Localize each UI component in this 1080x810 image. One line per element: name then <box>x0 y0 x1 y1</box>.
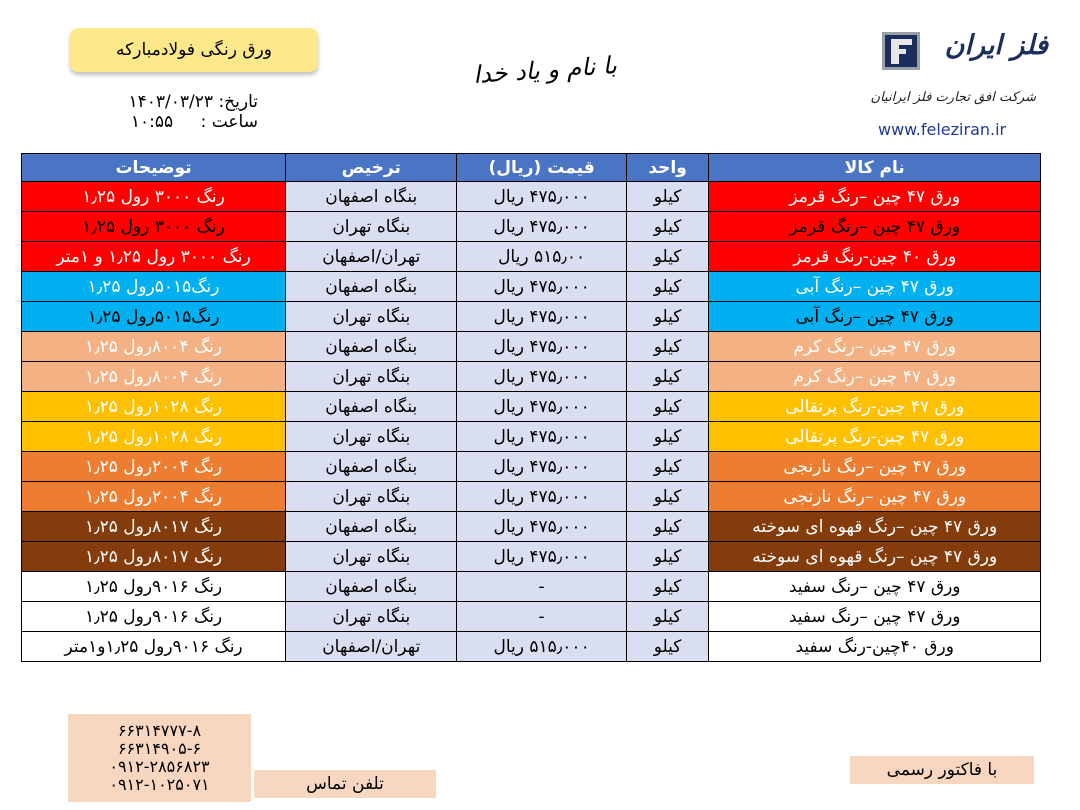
bismillah-heading: با نام و یاد خدا <box>472 51 618 89</box>
price-cell: ۴۷۵٫۰۰۰ ریال <box>457 452 626 482</box>
description-cell: رنگ ۲۰۰۴رول ۱٫۲۵ <box>22 452 286 482</box>
price-cell: ۴۷۵٫۰۰۰ ریال <box>457 482 626 512</box>
unit-cell: کیلو <box>626 572 709 602</box>
time-row <box>88 112 258 132</box>
product-name-cell: ورق ۴۷ چین –رنگ قرمز <box>709 182 1041 212</box>
clearance-cell: بنگاه اصفهان <box>286 572 457 602</box>
company-logo <box>870 26 1056 146</box>
column-header-clearance: ترخیص <box>286 154 457 182</box>
clearance-cell: بنگاه تهران <box>286 212 457 242</box>
unit-cell: کیلو <box>626 482 709 512</box>
phone-numbers-box <box>68 714 251 802</box>
price-cell: ۴۷۵٫۰۰۰ ریال <box>457 182 626 212</box>
unit-cell: کیلو <box>626 542 709 572</box>
date-time-block <box>88 92 258 132</box>
product-name-cell: ورق ۴۷ چین –رنگ سفید <box>709 602 1041 632</box>
clearance-cell: تهران/اصفهان <box>286 242 457 272</box>
table-row <box>22 332 1041 362</box>
product-name-cell: ورق ۴۷ چین-رنگ پرتقالی <box>709 422 1041 452</box>
product-name-cell: ورق ۴۰چین-رنگ سفید <box>709 632 1041 662</box>
unit-cell: کیلو <box>626 632 709 662</box>
time-value: ۱۰:۵۵ <box>130 112 174 132</box>
price-cell: - <box>457 572 626 602</box>
price-cell: ۴۷۵٫۰۰۰ ریال <box>457 212 626 242</box>
phone-number: ۰۹۱۲-۱۰۲۵۰۷۱ <box>109 775 210 794</box>
unit-cell: کیلو <box>626 392 709 422</box>
description-cell: رنگ ۹۰۱۶رول ۱٫۲۵ <box>22 602 286 632</box>
table-row <box>22 452 1041 482</box>
product-name-cell: ورق ۴۷ چین-رنگ پرتقالی <box>709 392 1041 422</box>
date-row <box>88 92 258 112</box>
description-cell: رنگ ۸۰۱۷رول ۱٫۲۵ <box>22 512 286 542</box>
unit-cell: کیلو <box>626 212 709 242</box>
column-header-product-name: نام کالا <box>709 154 1041 182</box>
official-invoice-note: با فاکتور رسمی <box>850 756 1034 784</box>
product-name-cell: ورق ۴۷ چین –رنگ سفید <box>709 572 1041 602</box>
table-row <box>22 242 1041 272</box>
description-cell: رنگ ۳۰۰۰ رول ۱٫۲۵ و ۱متر <box>22 242 286 272</box>
unit-cell: کیلو <box>626 422 709 452</box>
clearance-cell: بنگاه اصفهان <box>286 182 457 212</box>
phone-number: ۰۹۱۲-۲۸۵۶۸۲۳ <box>109 757 210 776</box>
table-row <box>22 392 1041 422</box>
column-header-unit: واحد <box>626 154 709 182</box>
product-name-cell: ورق ۴۷ چین –رنگ کرم <box>709 332 1041 362</box>
description-cell: رنگ ۸۰۰۴رول ۱٫۲۵ <box>22 332 286 362</box>
description-cell: رنگ ۱۰۲۸رول ۱٫۲۵ <box>22 422 286 452</box>
company-name: فلز ایران <box>944 30 1048 61</box>
price-cell: ۵۱۵٫۰۰۰ ریال <box>457 632 626 662</box>
description-cell: رنگ ۲۰۰۴رول ۱٫۲۵ <box>22 482 286 512</box>
company-website: www.feleziran.ir <box>878 120 1007 139</box>
clearance-cell: بنگاه تهران <box>286 602 457 632</box>
price-cell: ۴۷۵٫۰۰۰ ریال <box>457 422 626 452</box>
product-name-cell: ورق ۴۷ چین –رنگ آبی <box>709 302 1041 332</box>
date-label: تاریخ: <box>218 92 258 112</box>
product-name-cell: ورق ۴۷ چین –رنگ قرمز <box>709 212 1041 242</box>
column-header-description: توضیحات <box>22 154 286 182</box>
product-name-cell: ورق ۴۰ چین-رنگ قرمز <box>709 242 1041 272</box>
phone-number: ۶۶۳۱۴۷۷۷-۸ <box>117 721 202 740</box>
price-cell: ۴۷۵٫۰۰۰ ریال <box>457 332 626 362</box>
unit-cell: کیلو <box>626 182 709 212</box>
column-header-price: قیمت (ریال) <box>457 154 626 182</box>
price-cell: ۴۷۵٫۰۰۰ ریال <box>457 542 626 572</box>
time-label: ساعت : <box>200 112 258 132</box>
table-row <box>22 422 1041 452</box>
unit-cell: کیلو <box>626 242 709 272</box>
table-row <box>22 182 1041 212</box>
table-row <box>22 362 1041 392</box>
description-cell: رنگ ۹۰۱۶رول ۱٫۲۵و۱متر <box>22 632 286 662</box>
price-cell: - <box>457 602 626 632</box>
table-row <box>22 302 1041 332</box>
unit-cell: کیلو <box>626 512 709 542</box>
table-row <box>22 512 1041 542</box>
table-row <box>22 602 1041 632</box>
unit-cell: کیلو <box>626 332 709 362</box>
product-name-cell: ورق ۴۷ چین –رنگ آبی <box>709 272 1041 302</box>
clearance-cell: بنگاه تهران <box>286 542 457 572</box>
description-cell: رنگ ۹۰۱۶رول ۱٫۲۵ <box>22 572 286 602</box>
product-name-cell: ورق ۴۷ چین –رنگ قهوه ای سوخته <box>709 542 1041 572</box>
date-value: ۱۴۰۳/۰۳/۲۳ <box>128 92 214 112</box>
phone-number: ۶۶۳۱۴۹۰۵-۶ <box>117 739 202 758</box>
clearance-cell: بنگاه اصفهان <box>286 272 457 302</box>
clearance-cell: بنگاه تهران <box>286 482 457 512</box>
unit-cell: کیلو <box>626 602 709 632</box>
clearance-cell: تهران/اصفهان <box>286 632 457 662</box>
price-cell: ۴۷۵٫۰۰۰ ریال <box>457 362 626 392</box>
description-cell: رنگ۵۰۱۵رول ۱٫۲۵ <box>22 272 286 302</box>
description-cell: رنگ ۳۰۰۰ رول ۱٫۲۵ <box>22 182 286 212</box>
document-title: ورق رنگی فولادمبارکه <box>70 28 318 72</box>
description-cell: رنگ ۸۰۰۴رول ۱٫۲۵ <box>22 362 286 392</box>
clearance-cell: بنگاه اصفهان <box>286 332 457 362</box>
product-name-cell: ورق ۴۷ چین –رنگ کرم <box>709 362 1041 392</box>
company-subtitle: شرکت افق تجارت فلز ایرانیان <box>870 90 1036 105</box>
table-row <box>22 542 1041 572</box>
description-cell: رنگ ۸۰۱۷رول ۱٫۲۵ <box>22 542 286 572</box>
price-cell: ۴۷۵٫۰۰۰ ریال <box>457 392 626 422</box>
price-cell: ۴۷۵٫۰۰۰ ریال <box>457 302 626 332</box>
price-cell: ۴۷۵٫۰۰۰ ریال <box>457 272 626 302</box>
clearance-cell: بنگاه تهران <box>286 302 457 332</box>
price-cell: ۵۱۵٫۰۰ ریال <box>457 242 626 272</box>
table-header-row <box>22 154 1041 182</box>
table-row <box>22 632 1041 662</box>
contact-phone-label: تلفن تماس <box>254 770 436 798</box>
table-row <box>22 272 1041 302</box>
clearance-cell: بنگاه اصفهان <box>286 452 457 482</box>
table-row <box>22 482 1041 512</box>
table-row <box>22 572 1041 602</box>
product-name-cell: ورق ۴۷ چین –رنگ قهوه ای سوخته <box>709 512 1041 542</box>
company-f-logo-icon <box>882 32 920 70</box>
unit-cell: کیلو <box>626 452 709 482</box>
unit-cell: کیلو <box>626 302 709 332</box>
product-name-cell: ورق ۴۷ چین –رنگ نارنجی <box>709 482 1041 512</box>
table-row <box>22 212 1041 242</box>
description-cell: رنگ۵۰۱۵رول ۱٫۲۵ <box>22 302 286 332</box>
clearance-cell: بنگاه تهران <box>286 362 457 392</box>
unit-cell: کیلو <box>626 362 709 392</box>
description-cell: رنگ ۱۰۲۸رول ۱٫۲۵ <box>22 392 286 422</box>
product-name-cell: ورق ۴۷ چین –رنگ نارنجی <box>709 452 1041 482</box>
clearance-cell: بنگاه اصفهان <box>286 392 457 422</box>
price-cell: ۴۷۵٫۰۰۰ ریال <box>457 512 626 542</box>
description-cell: رنگ ۳۰۰۰ رول ۱٫۲۵ <box>22 212 286 242</box>
clearance-cell: بنگاه تهران <box>286 422 457 452</box>
clearance-cell: بنگاه اصفهان <box>286 512 457 542</box>
unit-cell: کیلو <box>626 272 709 302</box>
price-table <box>21 153 1041 662</box>
